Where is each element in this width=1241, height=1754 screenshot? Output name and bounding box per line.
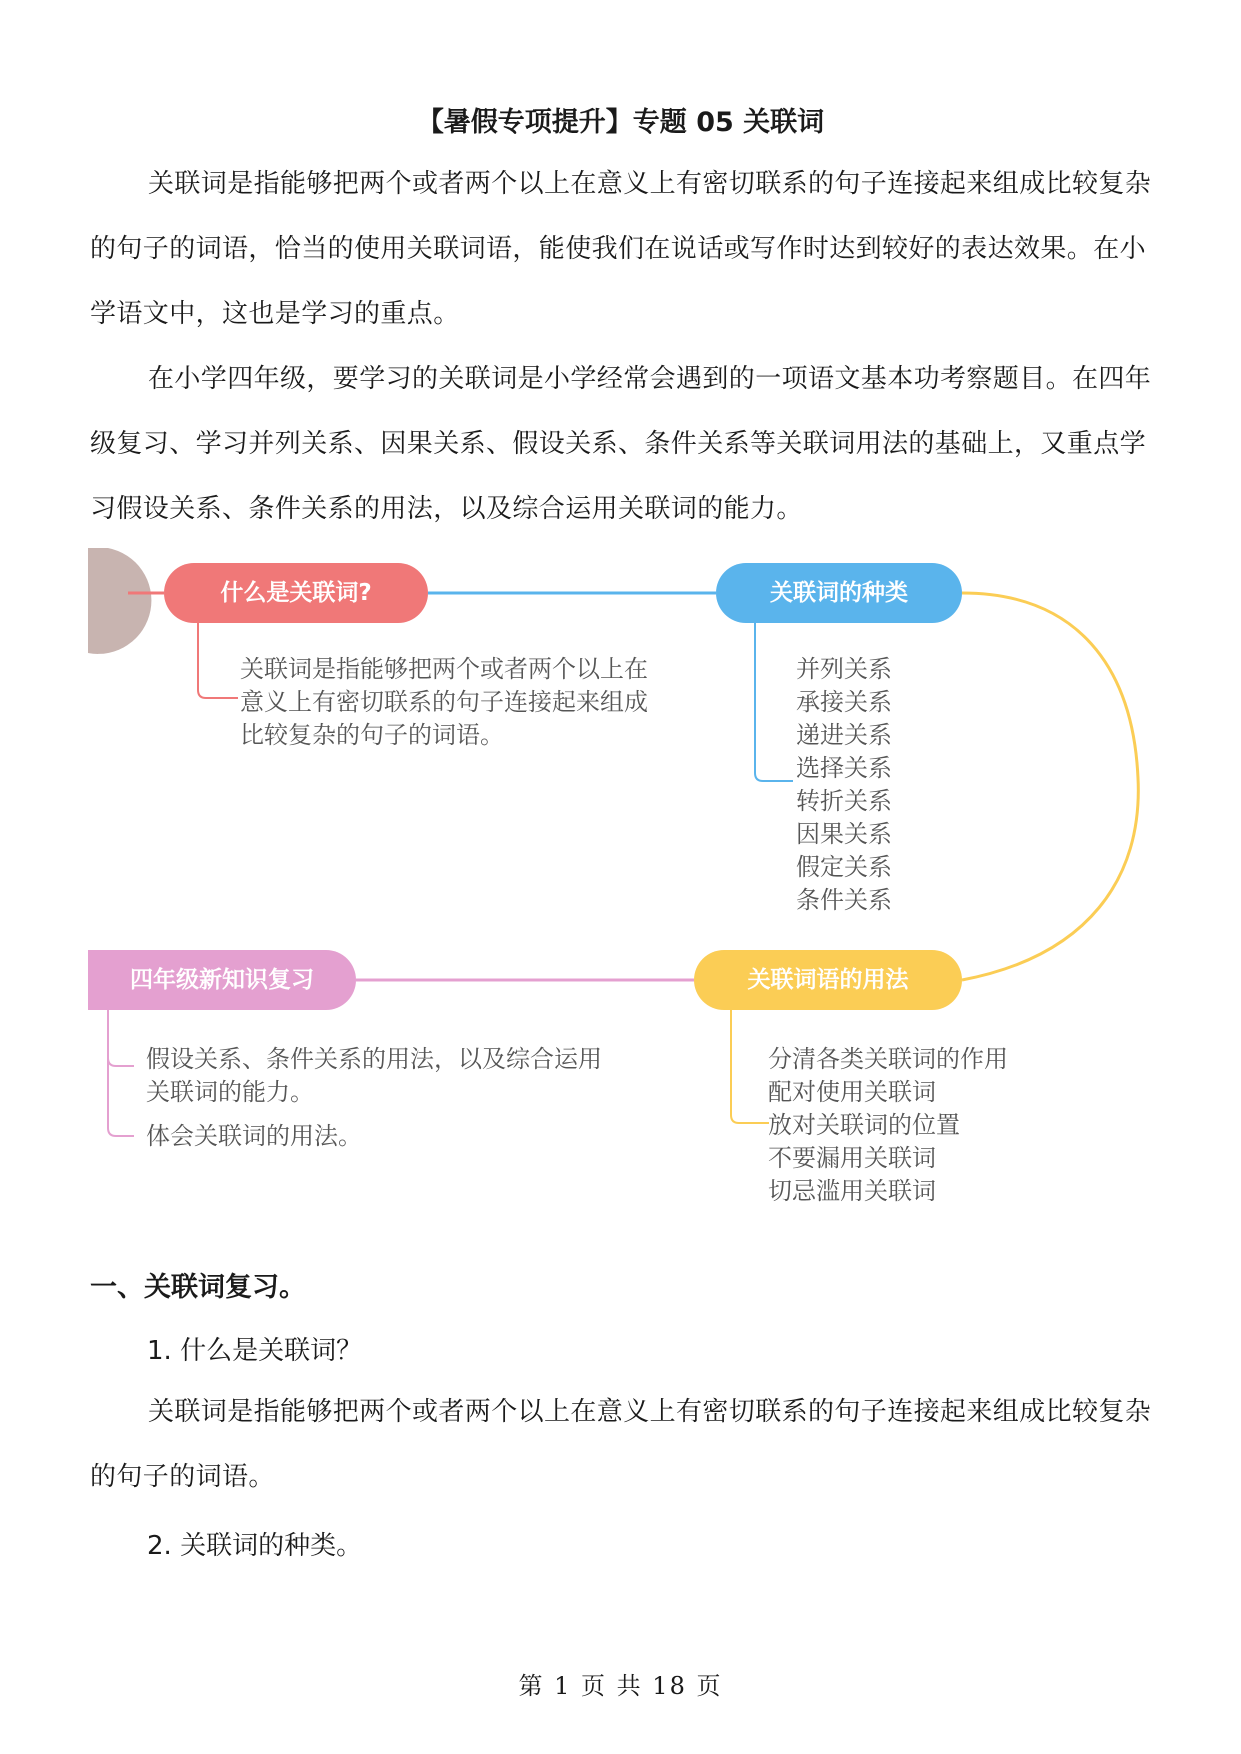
review-description [146,1043,602,1109]
root-node-fragment [88,548,151,654]
review-line: 假设关系、条件关系的用法，以及综合运用 [146,1045,602,1073]
list-item: 分清各类关联词的作用 [768,1045,1008,1073]
section-heading: 一、关联词复习。 [90,1272,306,1303]
what-line: 比较复杂的句子的词语。 [240,721,504,749]
list-item: 假定关系 [796,853,892,881]
list-item: 切忌滥用关联词 [768,1177,936,1205]
review-node: 四年级新知识复习 [88,950,356,1010]
list-item: 并列关系 [796,655,892,683]
usage-branch-line [731,1010,769,1123]
what-line: 意义上有密切联系的句子连接起来组成 [240,688,648,716]
intro-paragraph-2: 在小学四年级，要学习的关联词是小学经常会遇到的一项语文基本功考察题目。在四年级复习、学习并列关系、因果关系、假设关系、条件关系等关联词用法的基础上，又重点学习假设关系、条件关系的用法，以及综合运用关联词的能力。 [90,364,1152,524]
list-item: 配对使用关联词 [768,1078,936,1106]
what-description [240,653,648,752]
usage-node: 关联词语的用法 [694,950,962,1010]
page-title: 【暑假专项提升】专题 05 关联词 [416,107,825,138]
types-branch-line [755,623,793,781]
list-item: 不要漏用关联词 [768,1144,936,1172]
what-node: 什么是关联词? [164,563,428,623]
list-item: 承接关系 [796,688,892,716]
review-extra: 体会关联词的用法。 [146,1122,362,1150]
page-footer: 第 1 页 共 18 页 [518,1672,723,1700]
list-item: 放对关联词的位置 [768,1111,960,1139]
types-node: 关联词的种类 [716,563,962,623]
review-branch-line [108,1010,134,1136]
list-item: 因果关系 [796,820,892,848]
subheading-what: 1. 什么是关联词？ [147,1336,363,1366]
list-item: 条件关系 [796,886,892,914]
usage-list [768,1043,1008,1208]
review-line: 关联词的能力。 [146,1078,314,1106]
types-list [796,653,892,917]
list-item: 选择关系 [796,754,892,782]
what-line: 关联词是指能够把两个或者两个以上在 [240,655,648,683]
what-branch-line [198,623,238,698]
intro-paragraph-1: 关联词是指能够把两个或者两个以上在意义上有密切联系的句子连接起来组成比较复杂的句子的词语，恰当的使用关联词语，能使我们在说话或写作时达到较好的表达效果。在小学语文中，这也是学习的重点。 [90,169,1152,329]
mind-map [88,548,1168,1228]
types-usage-connector [962,593,1138,980]
list-item: 递进关系 [796,721,892,749]
section-paragraph: 关联词是指能够把两个或者两个以上在意义上有密切联系的句子连接起来组成比较复杂的句子的词语。 [90,1397,1152,1492]
list-item: 转折关系 [796,787,892,815]
subheading-types: 2. 关联词的种类。 [147,1531,363,1561]
